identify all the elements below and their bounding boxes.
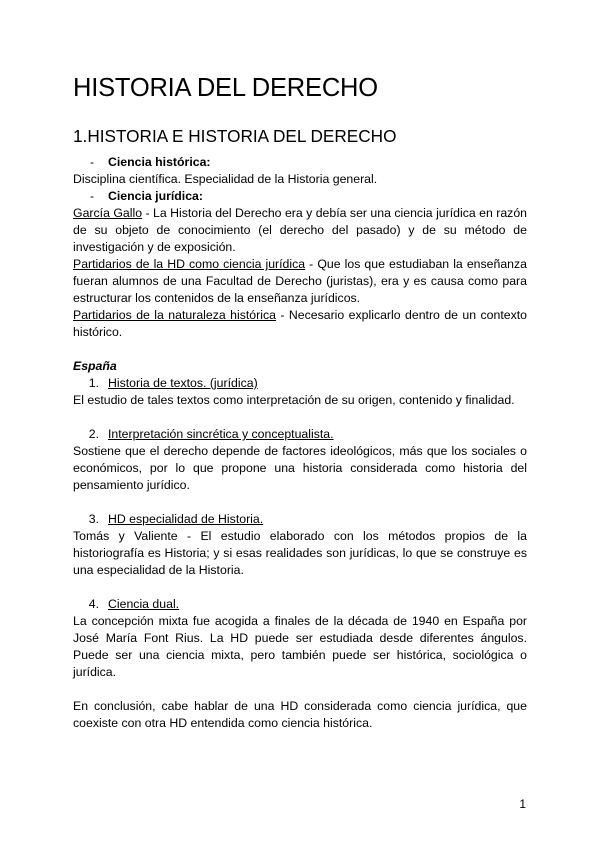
paragraph-text: - Necesario explicarlo dentro de un contexto histórico. bbox=[73, 308, 527, 339]
item-heading: Ciencia dual. bbox=[108, 597, 180, 611]
term-garcia-gallo: García Gallo bbox=[73, 206, 143, 220]
paragraph-disciplina: Disciplina científica. Especialidad de la Historia general. bbox=[73, 172, 378, 186]
paragraph-conclusion: En conclusión, cabe hablar de una HD considerada como ciencia jurídica, que coexiste con otra HD entendida como ciencia histórica. bbox=[73, 699, 527, 730]
subheading-espana: España bbox=[73, 359, 117, 373]
item-text: Tomás y Valiente - El estudio elaborado con los métodos propios de la historiografía es Historia; y si esas realidades son jurídicas, lo que se construye es una especialidad de la Historia. bbox=[73, 529, 527, 577]
item-number: 2. bbox=[88, 427, 99, 441]
bullet-label: Ciencia histórica: bbox=[108, 155, 211, 169]
bullet-marker: - bbox=[90, 189, 95, 203]
term-partidarios-juridica: Partidarios de la HD como ciencia jurídica bbox=[73, 257, 306, 271]
numbered-item-heading bbox=[73, 426, 527, 443]
item-text: El estudio de tales textos como interpretación de su origen, contenido y finalidad. bbox=[73, 393, 515, 407]
document-title: HISTORIA DEL DERECHO bbox=[73, 74, 378, 102]
document-body bbox=[73, 154, 527, 732]
numbered-item-heading bbox=[73, 596, 527, 613]
bullet-ciencia-historica bbox=[73, 154, 527, 171]
item-heading: Historia de textos. (jurídica) bbox=[108, 376, 258, 390]
paragraph-text: - Que los que estudiaban la enseñanza fueran alumnos de una Facultad de Derecho (juristas), era y es causa como para estructurar los contenidos de la enseñanza jurídicos. bbox=[73, 257, 528, 305]
item-heading: HD especialidad de Historia. bbox=[108, 512, 264, 526]
paragraph-partidarios-historica bbox=[73, 307, 527, 341]
bullet-ciencia-juridica bbox=[73, 188, 527, 205]
page-number: 1 bbox=[519, 797, 526, 811]
item-heading: Interpretación sincrética y conceptualista. bbox=[108, 427, 334, 441]
item-text: Sostiene que el derecho depende de factores ideológicos, más que los sociales o económicos, por lo que propone una historia considerada como historia del pensamiento jurídico. bbox=[73, 444, 527, 492]
numbered-item-heading bbox=[73, 511, 527, 528]
item-number: 1. bbox=[88, 376, 99, 390]
bullet-marker: - bbox=[90, 155, 95, 169]
term-partidarios-historica: Partidarios de la naturaleza histórica bbox=[73, 308, 276, 322]
item-text: La concepción mixta fue acogida a finales de la década de 1940 en España por José María Font Rius. La HD puede ser estudiada desde diferentes ángulos. Puede ser una ciencia mixta, pero también puede ser histórica, sociológica o jurídica. bbox=[73, 614, 527, 679]
item-number: 3. bbox=[88, 512, 99, 526]
numbered-item-heading bbox=[73, 375, 527, 392]
paragraph-garcia-gallo bbox=[73, 205, 527, 256]
item-number: 4. bbox=[88, 597, 99, 611]
paragraph-partidarios-juridica bbox=[73, 256, 527, 307]
section-title: 1.HISTORIA E HISTORIA DEL DERECHO bbox=[73, 126, 397, 146]
bullet-label: Ciencia jurídica: bbox=[108, 189, 203, 203]
paragraph-text: - La Historia del Derecho era y debía ser una ciencia jurídica en razón de su objeto de conocimiento (el derecho del pasado) y de su método de investigación y de exposición. bbox=[73, 206, 528, 254]
